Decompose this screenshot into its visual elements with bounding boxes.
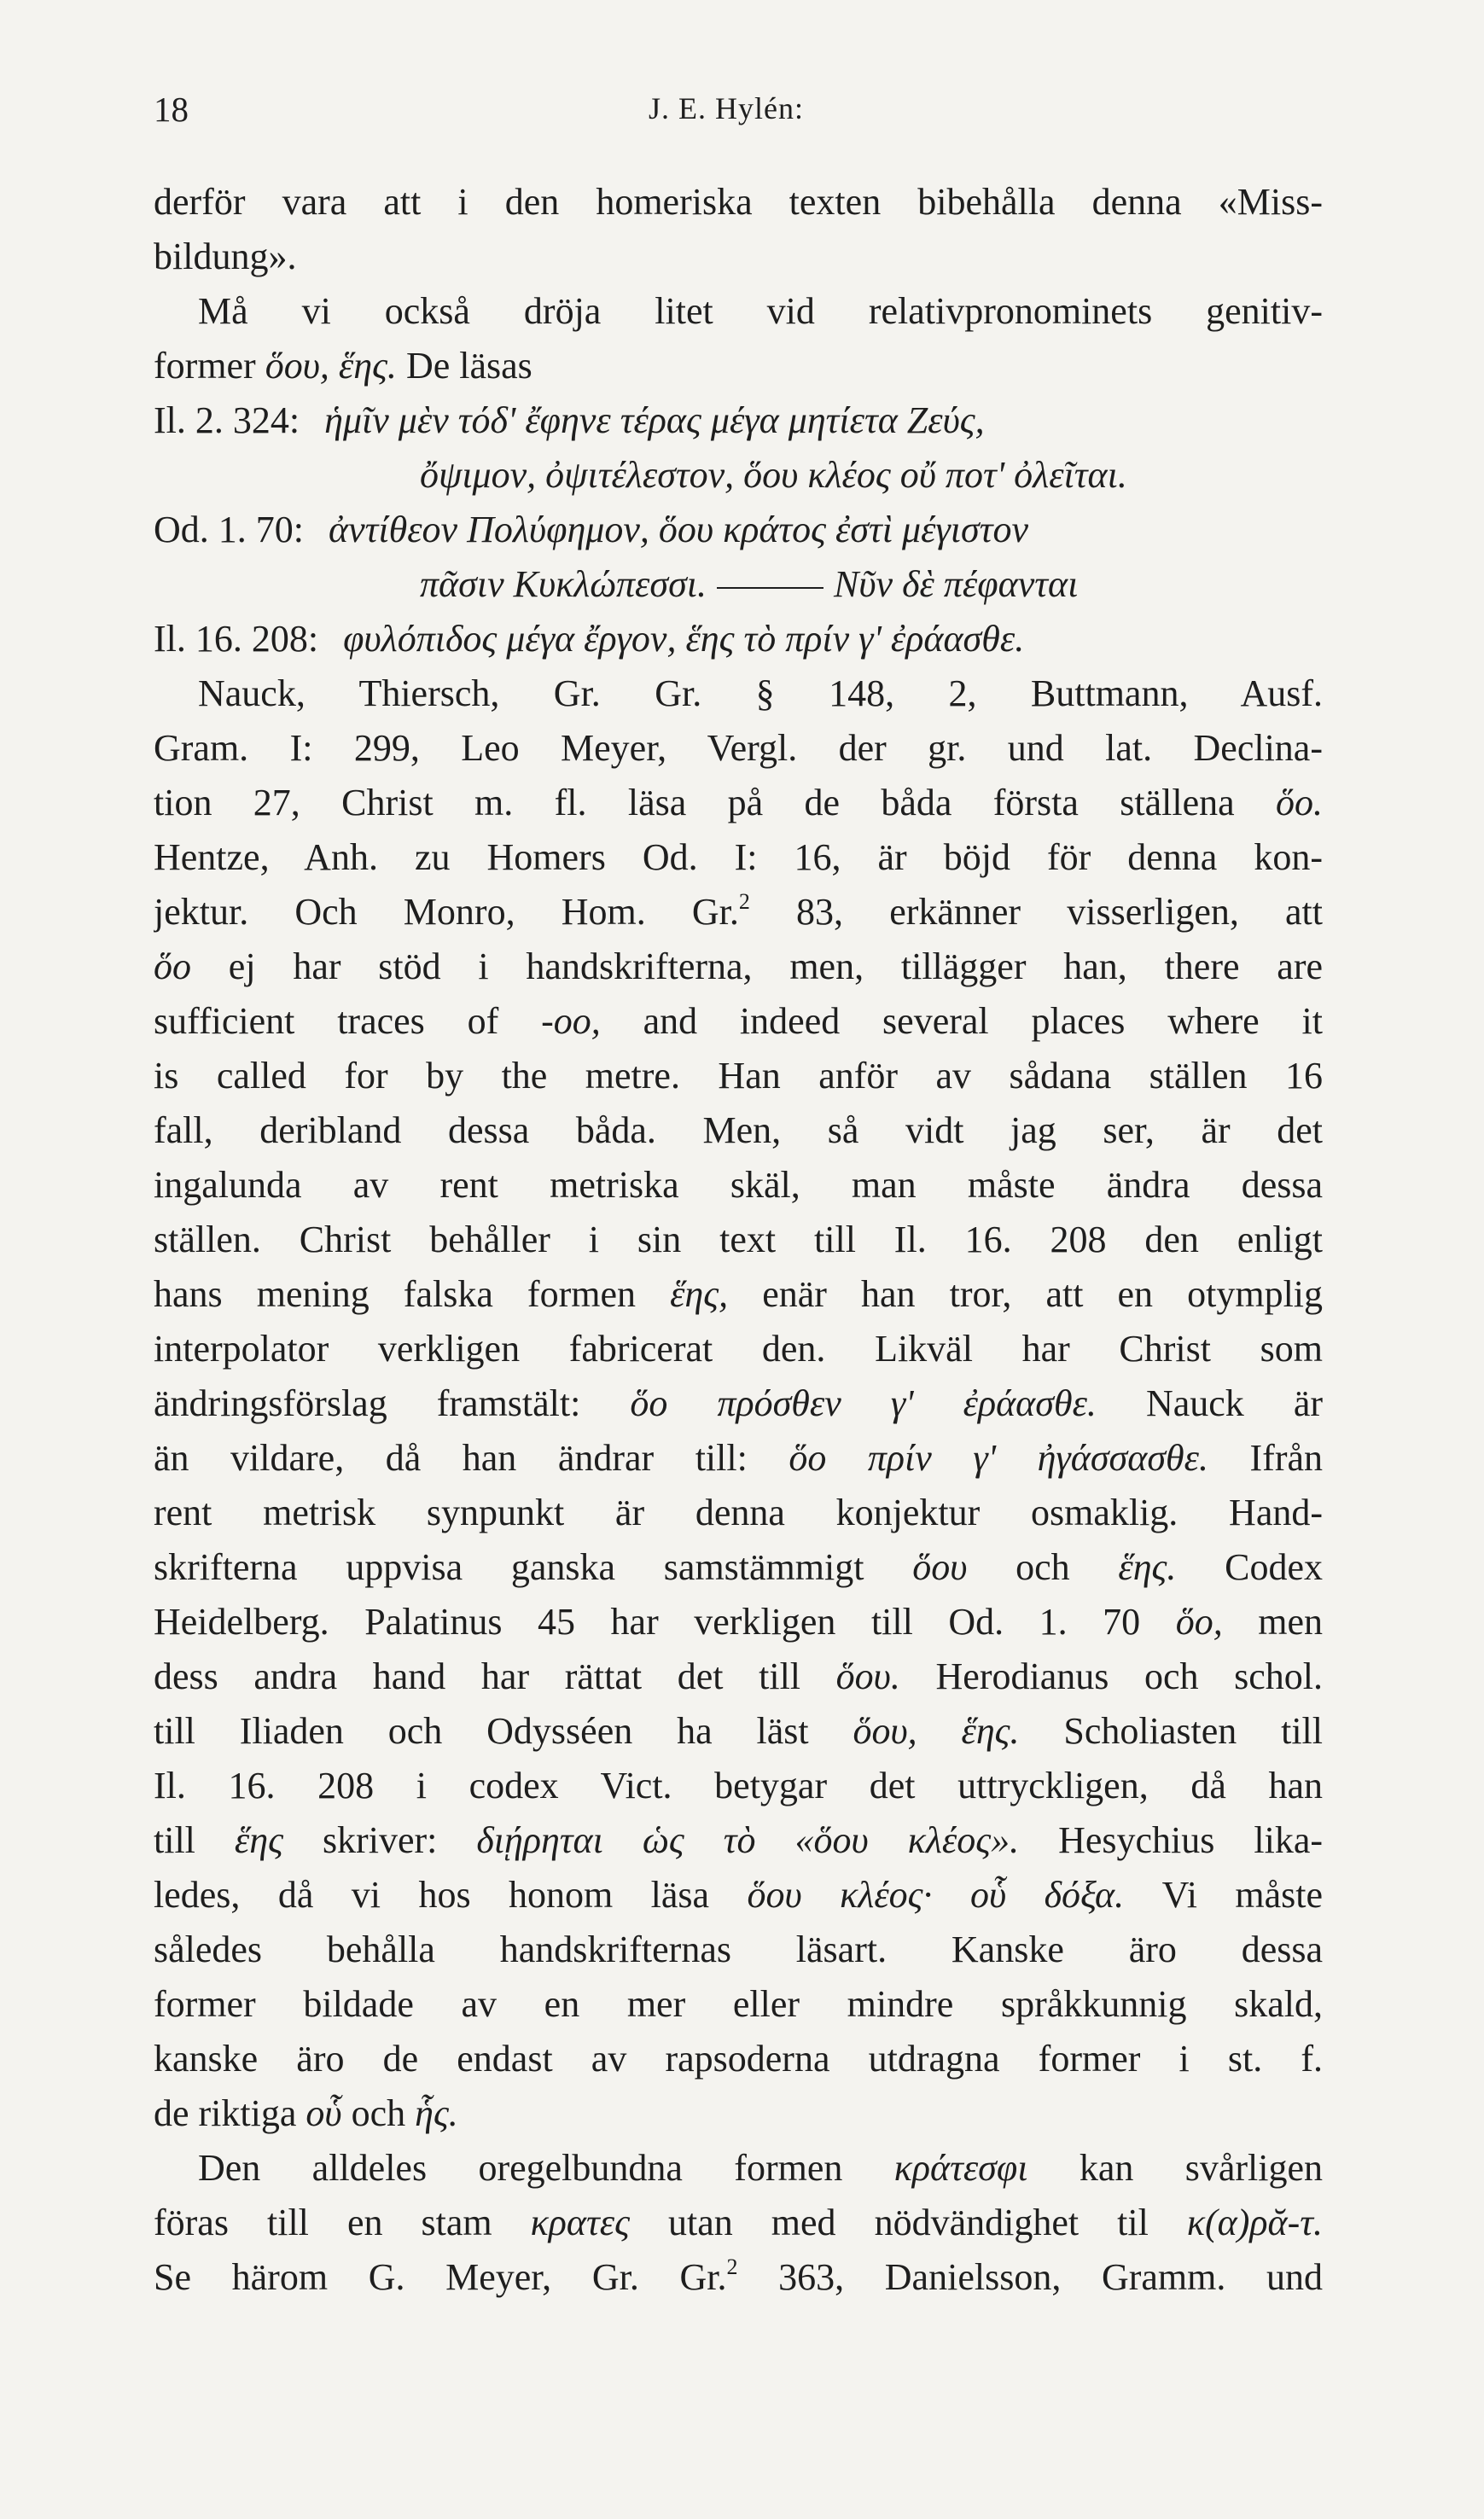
text-segment: till Iliaden och Odysséen ha läst [154,1710,809,1752]
text-line: fall, deribland dessa båda. Men, så vidt jag ser, är det [154,1109,1323,1151]
citation-line [154,612,1323,666]
text-segment: jektur. Och Monro, Hom. Gr. [154,891,739,933]
text-line [154,339,1323,393]
citation-ref: Od. 1. 70: [154,509,304,550]
text-line [154,1267,1323,1322]
citation-ref: Il. 16. 208: [154,618,319,660]
text-segment: ej har stöd i handskrifterna, men, tillägger han, there are [228,945,1323,987]
text-segment: kan svårligen [1079,2147,1323,2189]
text-segment: De läsas [396,345,532,387]
greek-quote: ἡμῖν μὲν τόδ' ἔφηνε τέρας μέγα μητίετα Ζεύς, [324,399,985,441]
text-segment: Nauck är [1145,1382,1323,1424]
text-line [154,2141,1323,2196]
text-segment: Herodianus och schol. [935,1655,1323,1697]
text-line [154,1868,1323,1923]
text-line [154,1431,1323,1486]
text-segment: men [1258,1601,1323,1643]
text-line [154,1813,1323,1868]
text-line [154,1540,1323,1595]
text-segment: till [154,1819,195,1861]
citation-line [154,448,1323,503]
page-number: 18 [154,90,189,129]
text-line: former bildade av en mer eller mindre språkkunnig skald, [154,1983,1323,2025]
greek-text: ὅου, ἕης. [265,345,397,387]
text-line: Gram. I: 299, Leo Meyer, Vergl. der gr. und lat. Declina- [154,727,1323,769]
text-line [154,1704,1323,1759]
text-segment: enär han tror, att en otymplig [762,1273,1323,1315]
greek-quote: πᾶσιν Κυκλώπεσσι. [420,563,707,605]
dash-rule [717,587,823,589]
greek-text: οὗ [306,2092,342,2134]
text-segment: Den alldeles oregelbundna formen [198,2147,843,2189]
greek-text: ἕης, [670,1273,729,1315]
text-line: is called for by the metre. Han anför av sådana ställen 16 [154,1055,1323,1097]
text-line [154,885,1323,940]
text-line [154,1595,1323,1649]
greek-text: -οο, [541,1000,601,1042]
text-segment: skriver: [322,1819,438,1861]
text-segment: ledes, då vi hos honom läsa [154,1874,710,1916]
text-line: rent metrisk synpunkt är denna konjektur osmaklig. Hand- [154,1492,1323,1533]
citation-line [154,503,1323,557]
greek-text: ὅο πρίν γ' ἠγάσσασθε. [789,1437,1208,1479]
greek-text: κρατες [530,2202,630,2243]
text-line: ställen. Christ behåller i sin text till Il. 16. 208 den enligt [154,1219,1323,1260]
greek-text: ὅο. [1276,782,1323,823]
text-segment: Vi måste [1161,1874,1323,1916]
greek-text: ὅο, [1175,1601,1223,1643]
text-segment: de riktiga [154,2092,297,2134]
text-line [154,1376,1323,1431]
greek-text: ἕης. [1118,1546,1177,1588]
page-header [154,89,1318,131]
text-line: Hentze, Anh. zu Homers Od. I: 16, är böjd för denna kon- [154,836,1323,878]
text-line: Må vi också dröja litet vid relativpronominets genitiv- [198,290,1323,332]
text-segment: sufficient traces of [154,1000,499,1042]
citation-line [154,393,1323,448]
text-line [154,2196,1323,2250]
text-line: interpolator verkligen fabricerat den. Likväl har Christ som [154,1328,1323,1370]
text-line: således behålla handskrifternas läsart. Kanske äro dessa [154,1929,1323,1970]
text-line [154,2250,1323,2305]
greek-text: ὅο [154,945,191,987]
superscript: 2 [738,889,750,914]
greek-text: ὅο πρόσθεν γ' ἐράασθε. [630,1382,1097,1424]
text-segment: ändringsförslag framstält: [154,1382,581,1424]
greek-text: διῄρηται ὡς τὸ «ὅου κλέος». [476,1819,1020,1861]
text-segment: former [154,345,265,387]
text-line: ingalunda av rent metriska skäl, man måste ändra dessa [154,1164,1323,1206]
text-segment: utan med nödvändighet til [668,2202,1149,2243]
greek-quote: ἀντίθεον Πολύφημον, ὅου κράτος ἐστὶ μέγιστον [329,509,1028,550]
text-segment: Ifrån [1249,1437,1323,1479]
text-line: kanske äro de endast av rapsoderna utdragna former i st. f. [154,2038,1323,2080]
greek-quote: Νῦν δὲ πέφανται [834,563,1079,605]
body-text [154,175,1323,2305]
text-line: bildung». [154,236,297,277]
greek-text: κ(α)ρᾰ-τ. [1186,2202,1323,2243]
greek-quote: ὄψιμον, ὀψιτέλεστον, ὅου κλέος οὔ ποτ' ὀλεῖται. [420,454,1127,496]
text-segment: och [1016,1546,1070,1588]
greek-text: ὅου, ἕης. [853,1710,1020,1752]
text-segment: 363, Danielsson, Gramm. und [778,2256,1323,2298]
text-segment: Scholiasten till [1063,1710,1323,1752]
text-segment: 83, erkänner visserligen, att [796,891,1323,933]
text-segment: tion 27, Christ m. fl. läsa på de båda första ställena [154,782,1235,823]
text-segment: hans mening falska formen [154,1273,636,1315]
text-segment: Codex [1225,1546,1323,1588]
text-segment: and indeed several places where it [643,1000,1323,1042]
greek-text: ἕης [234,1819,283,1861]
text-segment: och [351,2092,406,2134]
text-segment: föras till en stam [154,2202,492,2243]
running-head: J. E. Hylén: [649,91,804,125]
text-line [154,1649,1323,1704]
greek-text: ὅου κλέος· οὗ δόξα. [747,1874,1125,1916]
text-segment: Heidelberg. Palatinus 45 har verkligen till Od. 1. 70 [154,1601,1141,1643]
text-segment: Se härom G. Meyer, Gr. Gr. [154,2256,727,2298]
greek-text: ὅου [912,1546,968,1588]
text-line [154,2086,1323,2141]
greek-text: κράτεσφι [893,2147,1028,2189]
text-line [154,994,1323,1049]
citation-ref: Il. 2. 324: [154,399,300,441]
text-segment: Hesychius lika- [1058,1819,1323,1861]
greek-text: ὅου. [835,1655,900,1697]
text-segment: dess andra hand har rättat det till [154,1655,801,1697]
greek-text: ἧς. [415,2092,458,2134]
text-line: Il. 16. 208 i codex Vict. betygar det uttryckligen, då han [154,1765,1323,1806]
text-line: derför vara att i den homeriska texten bibehålla denna «Miss- [154,181,1323,223]
superscript: 2 [726,2254,738,2279]
text-line [154,940,1323,994]
citation-line [154,557,1323,612]
text-line [154,776,1323,830]
text-line: Nauck, Thiersch, Gr. Gr. § 148, 2, Buttmann, Ausf. [198,672,1323,714]
text-segment: än vildare, då han ändrar till: [154,1437,748,1479]
greek-quote: φυλόπιδος μέγα ἔργον, ἕης τὸ πρίν γ' ἐράασθε. [343,618,1025,660]
text-segment: skrifterna uppvisa ganska samstämmigt [154,1546,864,1588]
